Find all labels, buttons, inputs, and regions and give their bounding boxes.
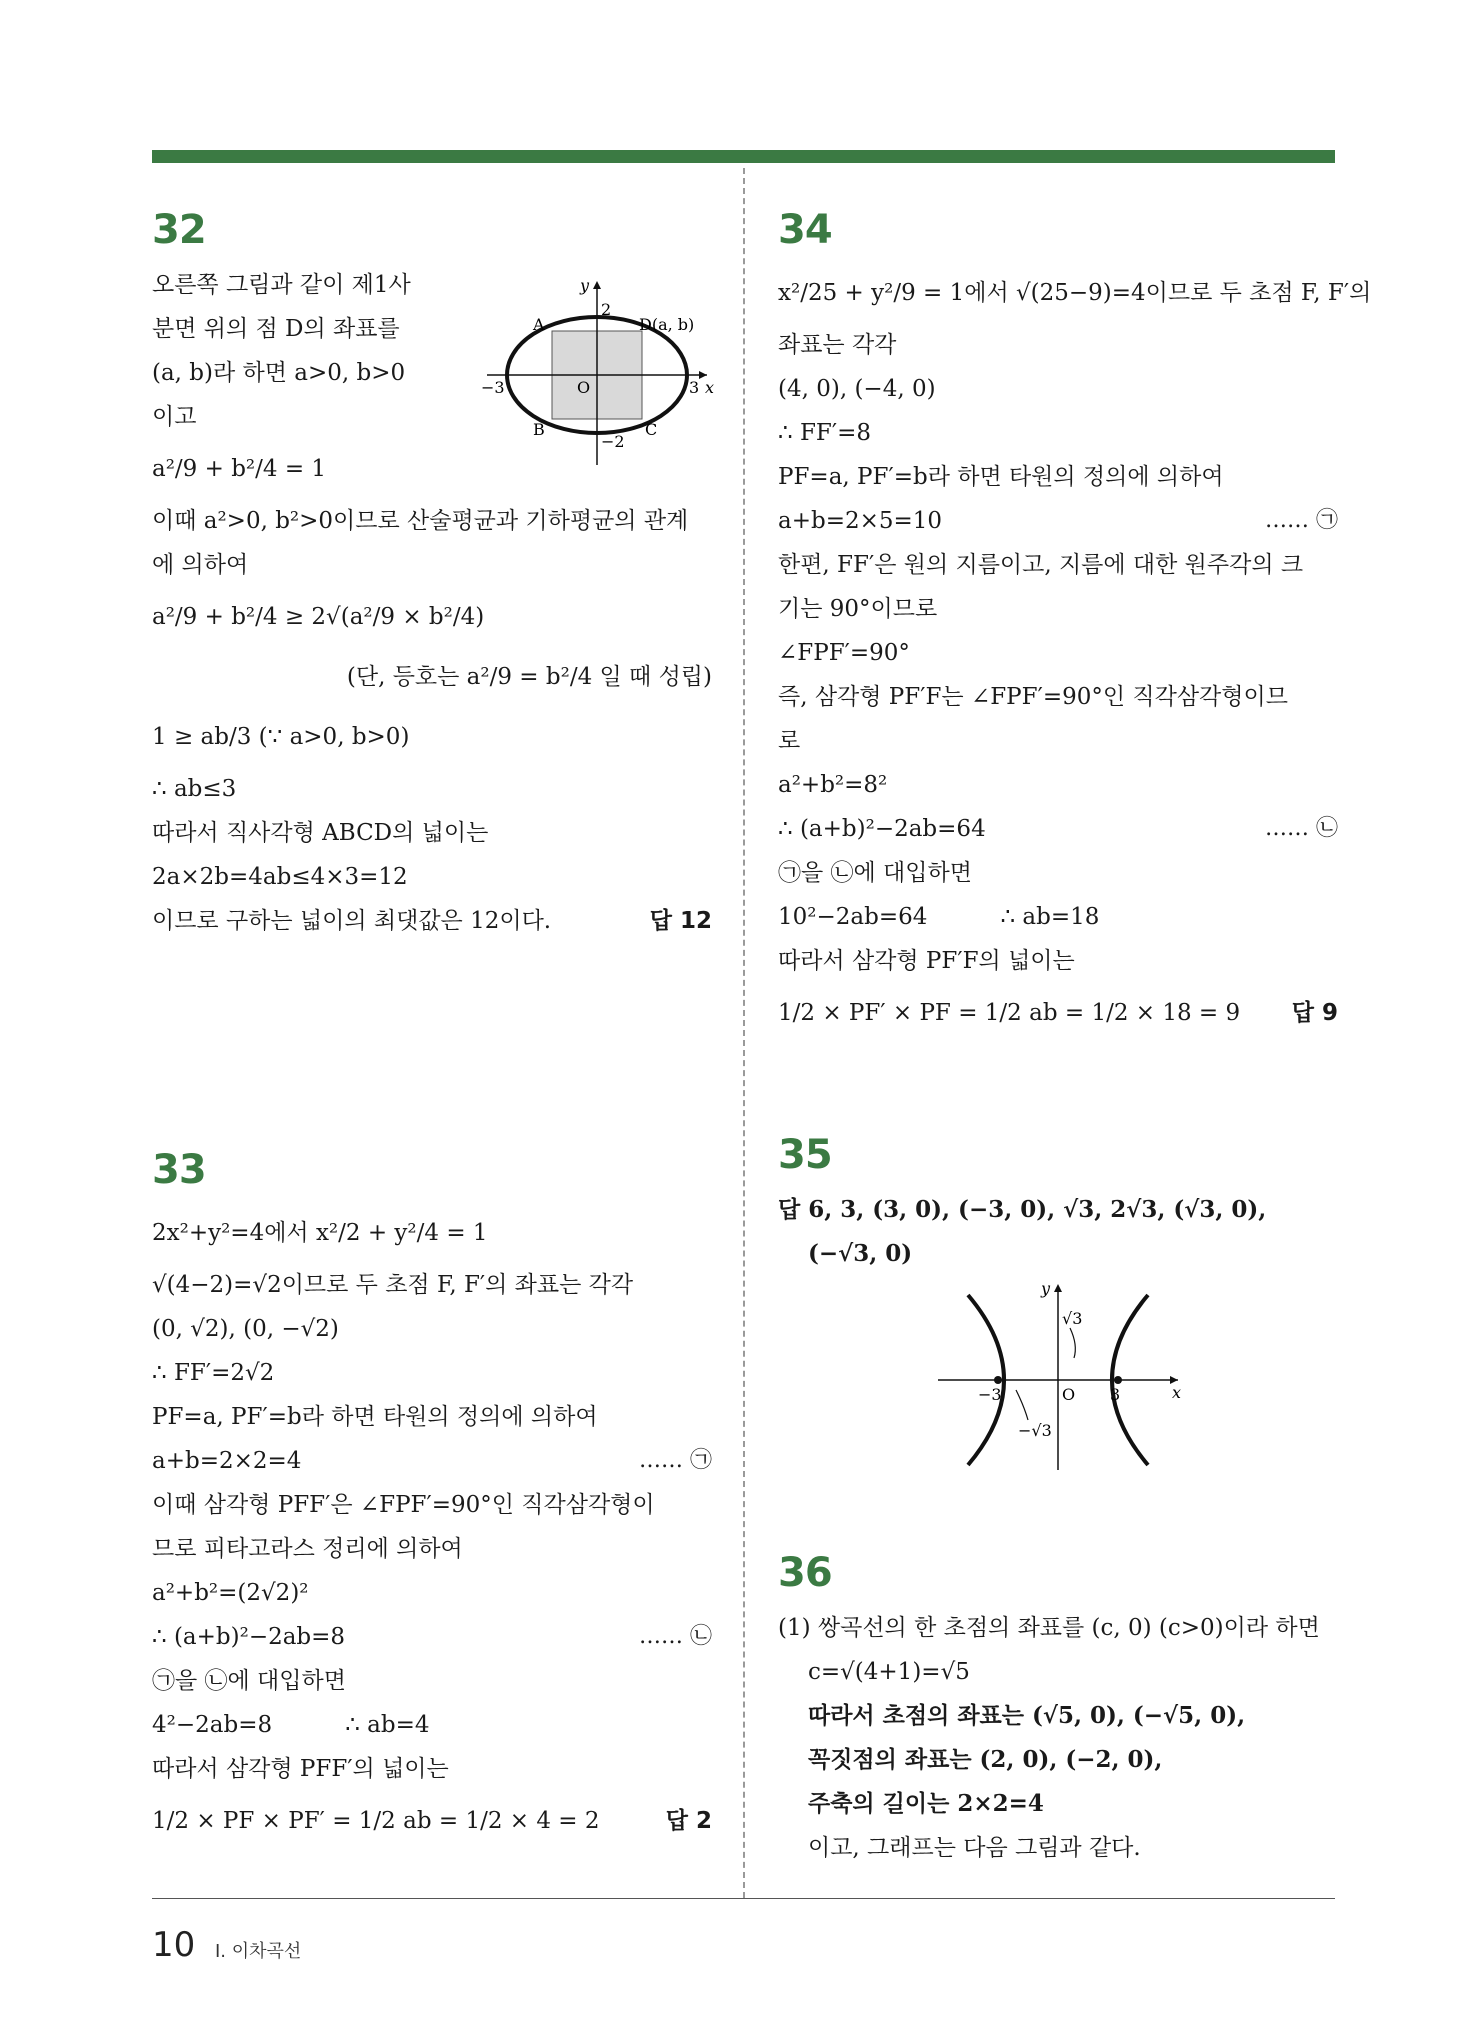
tick-3-label: 3 [689, 378, 700, 397]
text-line: PF=a, PF′=b라 하면 타원의 정의에 의하여 [152, 1404, 598, 1430]
problem-33 [152, 1145, 712, 1851]
answer-label: 답 12 [649, 908, 712, 934]
problem-34 [778, 205, 1372, 1043]
top-accent-bar [152, 150, 1335, 163]
answer-line: (−√3, 0) [808, 1240, 913, 1267]
chapter-title: Ⅰ. 이차곡선 [215, 1941, 302, 1962]
answer-line: 답 6, 3, (3, 0), (−3, 0), √3, 2√3, (√3, 0), [778, 1196, 1267, 1223]
text-line: (a, b)라 하면 a>0, b>0 [152, 360, 406, 386]
text-line: 따라서 직사각형 ABCD의 넓이는 [152, 820, 489, 846]
x-label: x [1172, 1383, 1182, 1402]
footer-rule [152, 1898, 1335, 1899]
neg-sqrt3-pointer [1016, 1390, 1028, 1420]
ellipse-figure [477, 275, 717, 475]
text-line: 므로 피타고라스 정리에 의하여 [152, 1536, 463, 1562]
origin-label: O [577, 378, 591, 397]
hyperbola-figure [778, 1280, 1338, 1480]
text-line [778, 499, 1338, 543]
tick-neg3-label: −3 [481, 378, 505, 397]
text-line [778, 807, 1338, 851]
y-arrow-icon [1054, 1284, 1062, 1292]
text-line: 로 [778, 728, 801, 754]
problem-number: 34 [778, 207, 832, 253]
marker-2: …… ㉡ [1265, 816, 1338, 841]
point-a-label: A [533, 315, 545, 334]
sqrt3-label: √3 [1062, 1309, 1083, 1328]
x-label: x [705, 378, 715, 397]
text-line: 따라서 삼각형 PF′F의 넓이는 [778, 948, 1075, 974]
equation-text: 1/2 × PF × PF′ = 1/2 ab = 1/2 × 4 = 2 [152, 1808, 600, 1834]
tick-neg3-label: −3 [978, 1385, 1002, 1404]
marker-1: …… ㉠ [1265, 508, 1338, 533]
point-c-label: C [645, 420, 658, 439]
text-line: 10²−2ab=64 ∴ ab=18 [778, 904, 1100, 930]
equation-text: ∴ (a+b)²−2ab=8 [152, 1624, 346, 1650]
text-line [152, 1615, 712, 1659]
text-line: 꼭짓점의 좌표는 (2, 0), (−2, 0), [808, 1746, 1163, 1773]
problem-35 [778, 1130, 1338, 1480]
answer-label: 답 2 [665, 1808, 712, 1834]
text-line: 따라서 삼각형 PFF′의 넓이는 [152, 1756, 449, 1782]
condition-line: (단, 등호는 a²/9 = b²/4 일 때 성립) [346, 664, 712, 690]
text-line: 따라서 초점의 좌표는 (√5, 0), (−√5, 0), [808, 1702, 1246, 1729]
text-line: ㉠을 ㉡에 대입하면 [778, 860, 972, 886]
point-d-label: D(a, b) [639, 315, 695, 334]
text-line: 즉, 삼각형 PF′F는 ∠FPF′=90°인 직각삼각형이므 [778, 684, 1288, 710]
text-line: 에 의하여 [152, 552, 249, 578]
y-label: y [580, 276, 590, 295]
equation-line: 2x²+y²=4에서 x²/2 + y²/4 = 1 [152, 1220, 488, 1246]
problem-number: 33 [152, 1147, 206, 1193]
text-line: 2a×2b=4ab≤4×3=12 [152, 864, 408, 890]
text-line: PF=a, PF′=b라 하면 타원의 정의에 의하여 [778, 464, 1224, 490]
y-label: y [1041, 1280, 1051, 1298]
text-line [778, 983, 1338, 1043]
equation-line: a²/9 + b²/4 ≥ 2√(a²/9 × b²/4) [152, 604, 485, 630]
equation-text: a+b=2×2=4 [152, 1448, 302, 1474]
origin-label: O [1062, 1385, 1076, 1404]
right-column [778, 205, 1372, 1861]
problem-32 [152, 205, 715, 943]
tick-2-label: 2 [601, 300, 612, 319]
tick-3-label: 3 [1110, 1385, 1121, 1404]
text-line: 이때 삼각형 PFF′은 ∠FPF′=90°인 직각삼각형이 [152, 1492, 655, 1518]
text-line: √(4−2)=√2이므로 두 초점 F, F′의 좌표는 각각 [152, 1272, 634, 1298]
text-line: 이고 [152, 404, 197, 430]
neg-sqrt3-label: −√3 [1018, 1421, 1052, 1440]
point-b-label: B [533, 420, 545, 439]
text-line: ∴ FF′=8 [778, 420, 871, 446]
problem-number: 36 [778, 1550, 832, 1596]
text-line: ㉠을 ㉡에 대입하면 [152, 1668, 346, 1694]
text-line [152, 1439, 712, 1483]
text-line: 분면 위의 점 D의 좌표를 [152, 316, 400, 342]
text-line [152, 1791, 712, 1851]
problem-36 [778, 1548, 1338, 1870]
text-line: 이고, 그래프는 다음 그림과 같다. [808, 1835, 1141, 1861]
text-line: (4, 0), (−4, 0) [778, 376, 936, 402]
equation-text: a+b=2×5=10 [778, 508, 943, 534]
text-line: 주축의 길이는 2×2=4 [808, 1790, 1044, 1817]
problem-number: 35 [778, 1132, 832, 1178]
text-line: ∴ ab≤3 [152, 776, 237, 802]
left-column [152, 205, 715, 1834]
equation-line: 1 ≥ ab/3 (∵ a>0, b>0) [152, 724, 410, 750]
text-line: a²+b²=8² [778, 772, 888, 798]
equation-line: a²/9 + b²/4 = 1 [152, 456, 327, 482]
sqrt3-pointer [1070, 1328, 1075, 1358]
text-line [152, 899, 712, 943]
left-focus-point [994, 1376, 1002, 1384]
y-arrow-icon [593, 281, 601, 289]
text-line: (1) 쌍곡선의 한 초점의 좌표를 (c, 0) (c>0)이라 하면 [778, 1615, 1320, 1641]
answer-label: 답 9 [1291, 1000, 1338, 1026]
equation-text: ∴ (a+b)²−2ab=64 [778, 816, 986, 842]
marker-2: …… ㉡ [639, 1624, 712, 1649]
page-number: 10 [152, 1925, 196, 1965]
problem-number: 32 [152, 207, 206, 253]
right-focus-point [1114, 1376, 1122, 1384]
text-line: ∴ FF′=2√2 [152, 1360, 275, 1386]
equation-text: 1/2 × PF′ × PF = 1/2 ab = 1/2 × 18 = 9 [778, 1000, 1241, 1026]
text-line: 이때 a²>0, b²>0이므로 산술평균과 기하평균의 관계 [152, 508, 689, 534]
text-line: (0, √2), (0, −√2) [152, 1316, 339, 1342]
text-line: 기는 90°이므로 [778, 596, 938, 622]
text-line: 오른쪽 그림과 같이 제1사 [152, 272, 411, 298]
text-line: c=√(4+1)=√5 [808, 1659, 970, 1685]
text-line: ∠FPF′=90° [778, 640, 910, 666]
equation-line: x²/25 + y²/9 = 1에서 √(25−9)=4이므로 두 초점 F, F′의 [778, 280, 1372, 306]
text-line: a²+b²=(2√2)² [152, 1580, 309, 1606]
text-line: 4²−2ab=8 ∴ ab=4 [152, 1712, 430, 1738]
marker-1: …… ㉠ [639, 1448, 712, 1473]
conclusion-text: 이므로 구하는 넓이의 최댓값은 12이다. [152, 908, 552, 934]
tick-neg2-label: −2 [601, 432, 625, 451]
text-line: 한편, FF′은 원의 지름이고, 지름에 대한 원주각의 크 [778, 552, 1304, 578]
column-divider [743, 168, 745, 1898]
text-line: 좌표는 각각 [778, 332, 897, 358]
